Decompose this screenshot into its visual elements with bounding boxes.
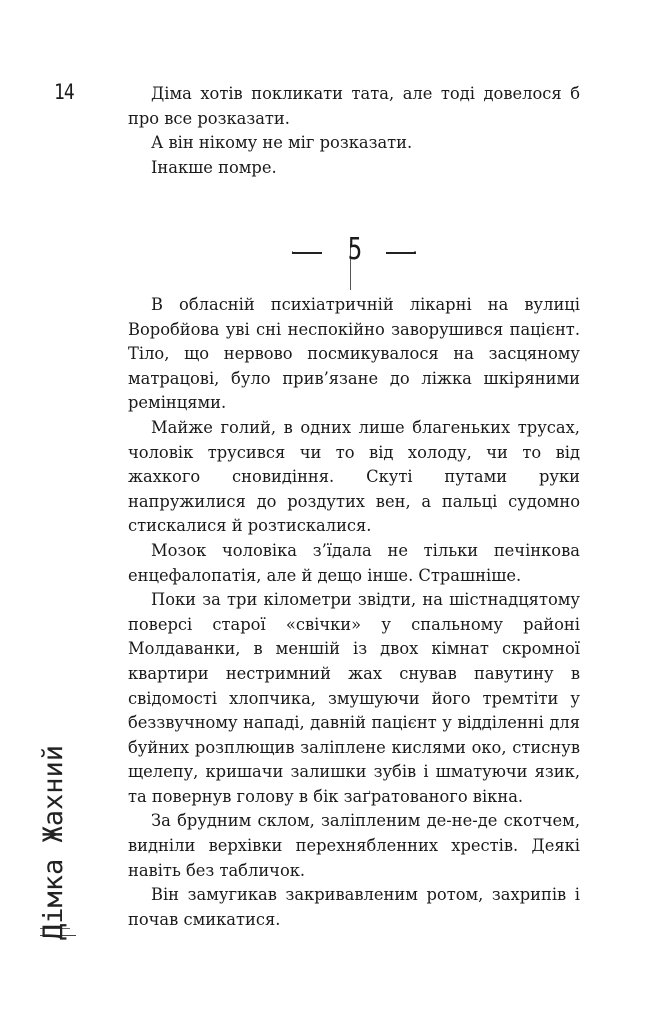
paragraph: Він замугикав закривавленим ротом, захрипів і почав смикатися.	[128, 885, 580, 929]
chapter-dash-left	[292, 251, 322, 254]
chapter-heading	[290, 228, 420, 288]
chapter-dash-right	[386, 251, 416, 254]
chapter-number: 5	[347, 232, 363, 267]
paragraph: Поки за три кілометри звідти, на шістнадцятому поверсі старої «свічки» у спальному районі Молдаванки, в меншій із двох кімнат скромної квартири нестримний жах снував павутину в свідомості хлопчика, змушуючи його тремтіти у беззвучному нападі, давній пацієнт у відділенні для буйних розплющив заліплене кислями око, стиснув щелепу, кришачи залишки зубів і шматуючи язик, та повернув голову в бік заґратованого вікна.	[128, 590, 580, 806]
paragraph: Майже голий, в одних лише благеньких трусах, чоловік трусився чи то від холоду, чи то від жахкого сновидіння. Скуті путами руки напружилися до роздутих вен, а пальці судомно стискалися й розтискалися.	[128, 417, 580, 536]
paragraph: Діма хотів покликати тата, але тоді довелося б про все розказати.	[128, 84, 580, 128]
paragraph: За брудним склом, заліпленим де-не-де скотчем, видніли верхівки перехнябленних хрестів. Деякі навіть без табличок.	[128, 811, 580, 880]
paragraph: А він нікому не міг розказати.	[151, 133, 413, 153]
paragraph: Мозок чоловіка з’їдала не тільки печінкова енцефалопатія, але й дещо інше. Страшніше.	[128, 540, 580, 585]
page-number: 14	[54, 80, 74, 104]
book-title-vertical: Дімка Жахний	[38, 744, 69, 940]
paragraph: В обласній психіатричній лікарні на вулиці Воробйова уві сні неспокійно заворушився пацієнт. Тіло, що нервово посмикувалося на засцяному матрацові, було прив’язане до ліжка шкіряними ремінцями.	[128, 295, 580, 413]
paragraph: Інакше помре.	[151, 157, 277, 177]
chapter-text-block	[128, 293, 580, 932]
top-text-block	[128, 82, 580, 180]
